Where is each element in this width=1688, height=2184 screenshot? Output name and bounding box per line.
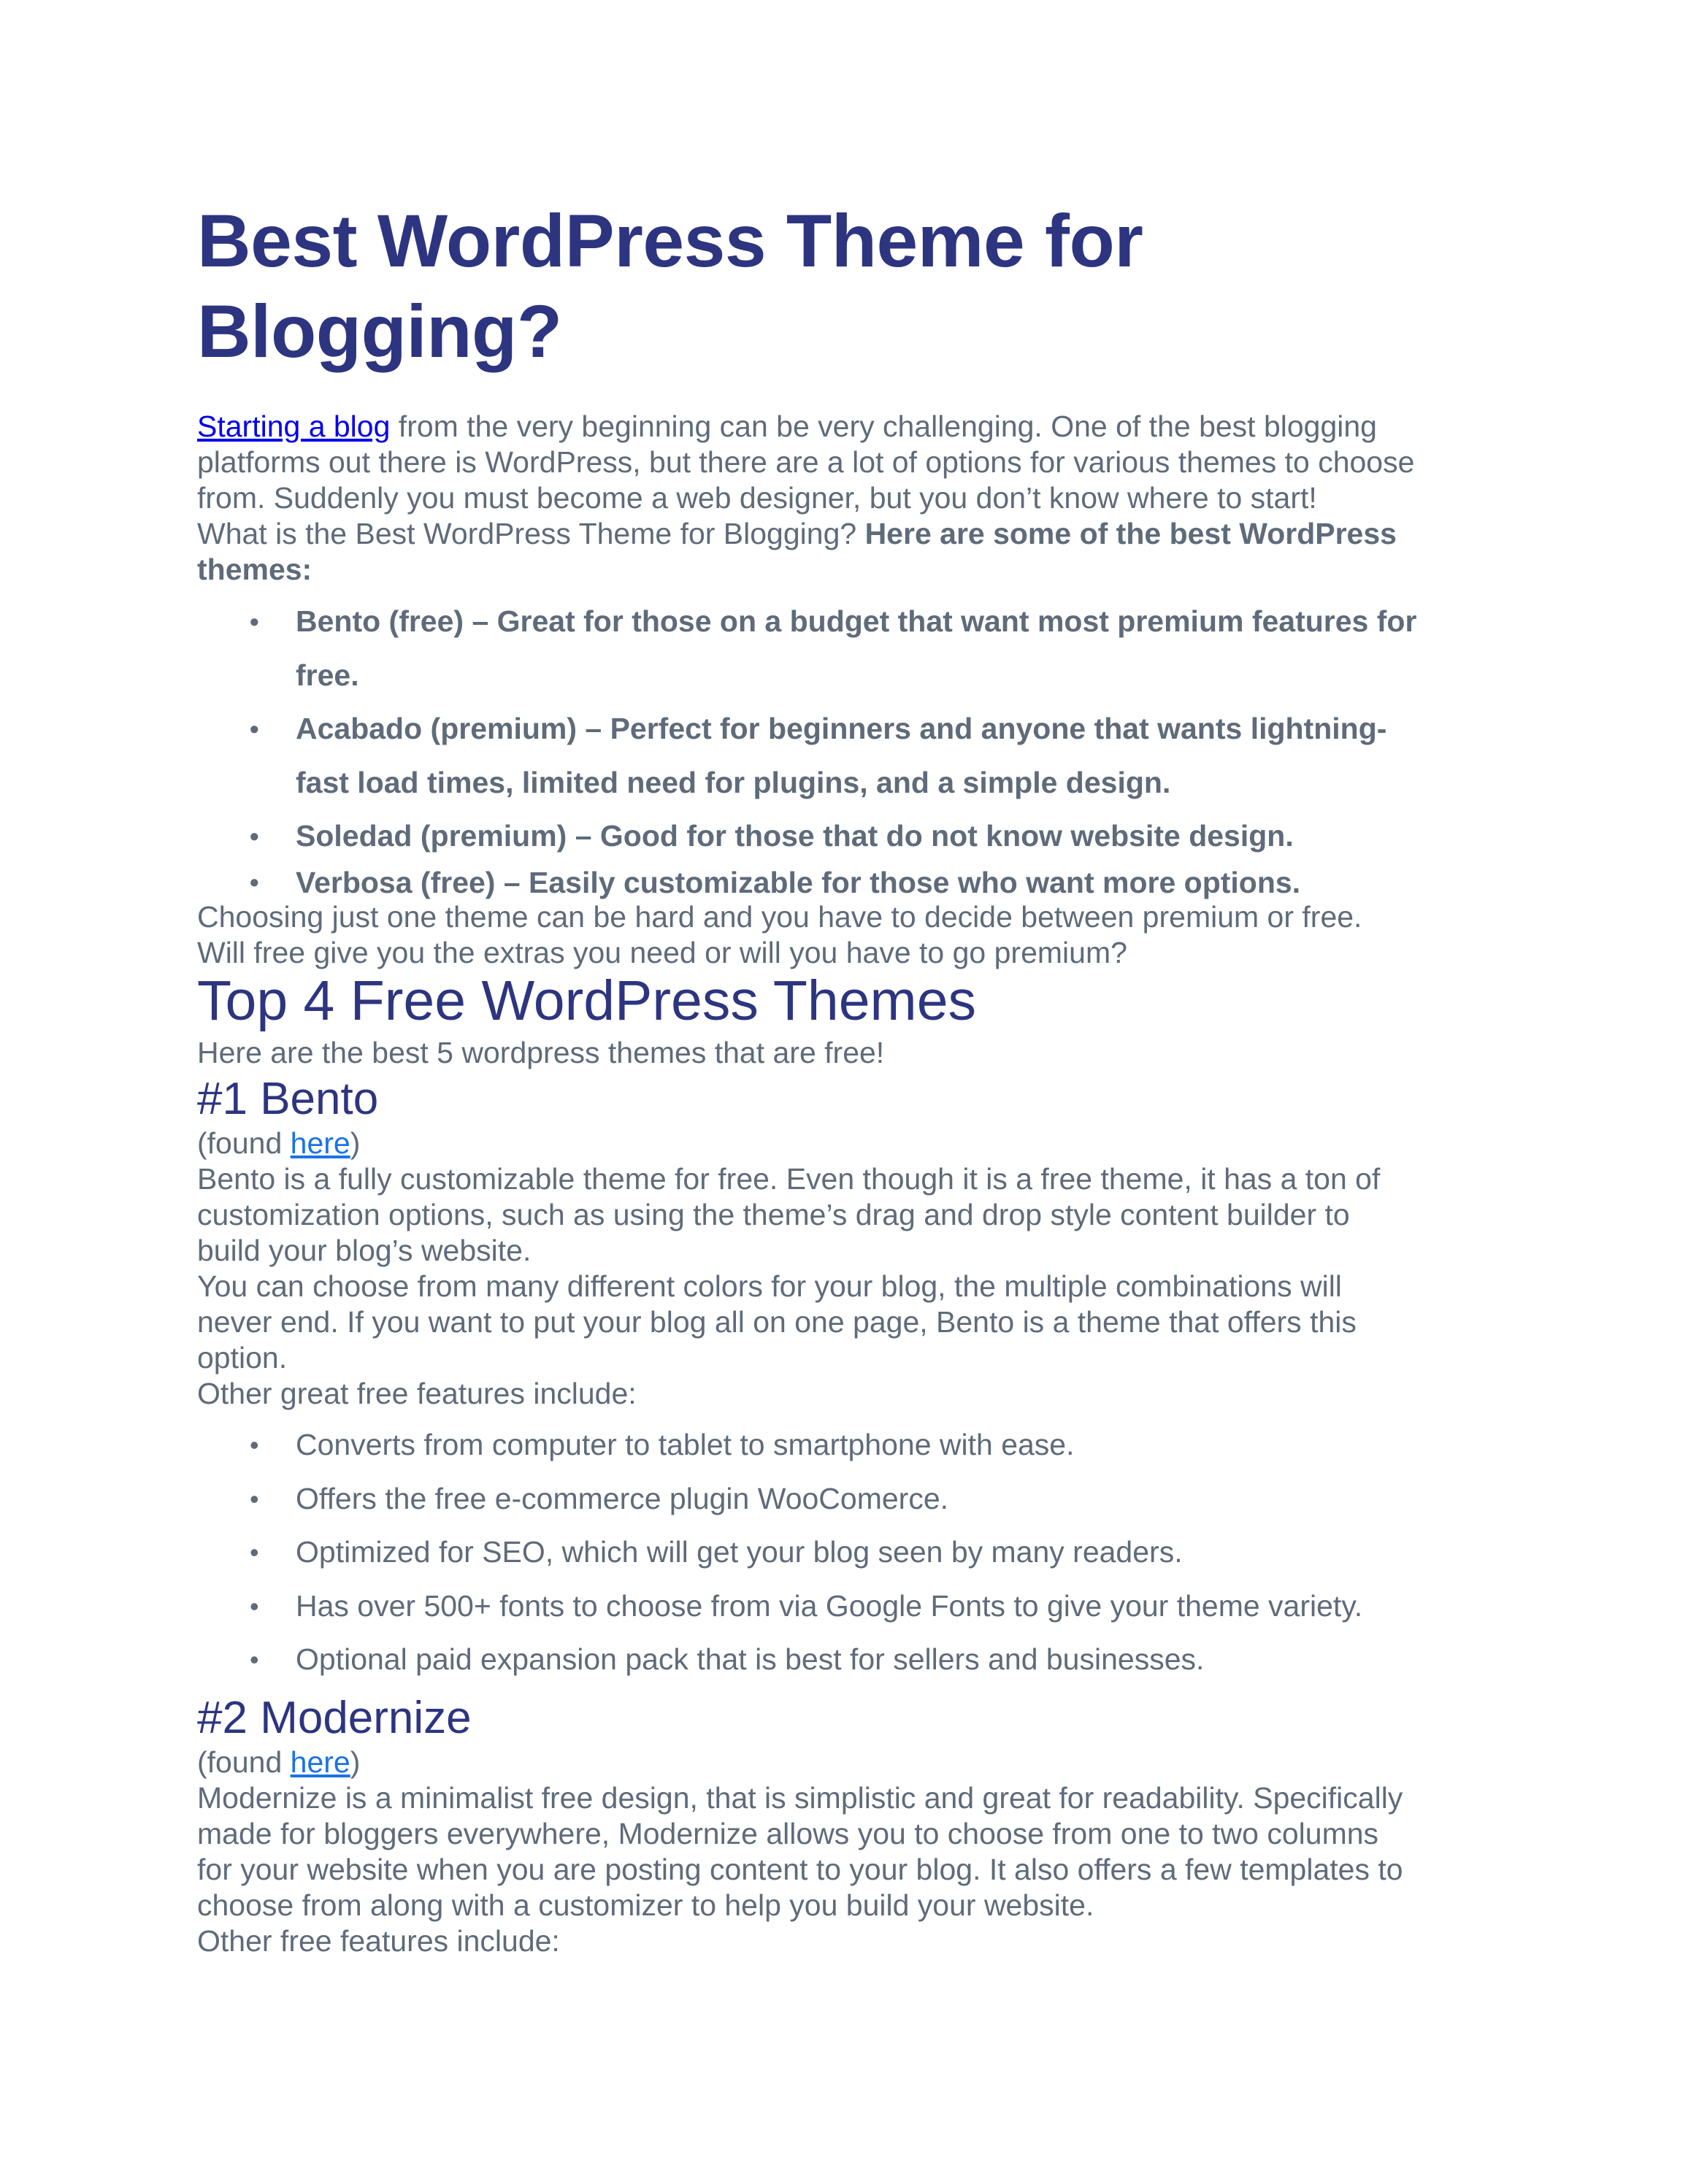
bullet-icon: •: [250, 1430, 259, 1460]
bento-para1-line1: Bento is a fully customizable theme for free. Even though it is a free theme, it has a ton of: [197, 1162, 1381, 1196]
list-item: • Converts from computer to tablet to smartphone with ease.: [197, 1418, 1362, 1472]
intro-line-2: platforms out there is WordPress, but there are a lot of options for various themes to choose: [197, 445, 1415, 479]
modernize-para1-line1: Modernize is a minimalist free design, that is simplistic and great for readability. Specifically: [197, 1781, 1403, 1815]
list-item: • Verbosa (free) – Easily customizable for those who want more options.: [197, 864, 1416, 901]
intro-line-4: What is the Best WordPress Theme for Blogging? Here are some of the best WordPress: [197, 517, 1397, 550]
page-title: [197, 196, 1143, 377]
modernize-para1-line3: for your website when you are posting content to your blog. It also offers a few templates to: [197, 1853, 1403, 1886]
list-item: • Optional paid expansion pack that is best for sellers and businesses.: [197, 1633, 1362, 1687]
intro-line-1: Starting a blog from the very beginning can be very challenging. One of the best blogging: [197, 410, 1377, 443]
bullet-icon: •: [250, 1537, 259, 1567]
bento-here-link[interactable]: here: [290, 1126, 350, 1160]
list-item-continuation: free.: [296, 658, 359, 692]
starting-a-blog-link[interactable]: Starting a blog: [197, 410, 391, 443]
modernize-features-intro: Other free features include:: [197, 1924, 560, 1958]
bento-heading: #1 Bento: [197, 1074, 379, 1124]
modernize-here-link[interactable]: here: [290, 1745, 350, 1779]
choosing-line-2: Will free give you the extras you need or will you have to go premium?: [197, 936, 1127, 969]
bento-para1-line2: customization options, such as using the theme’s drag and drop style content builder to: [197, 1198, 1350, 1231]
modernize-heading: #2 Modernize: [197, 1693, 472, 1743]
choosing-line-1: Choosing just one theme can be hard and you have to decide between premium or free.: [197, 900, 1362, 934]
modernize-para1-line4: choose from along with a customizer to help you build your website.: [197, 1888, 1094, 1922]
list-item-continuation: fast load times, limited need for plugins, and a simple design.: [296, 765, 1171, 799]
bullet-icon: •: [250, 821, 259, 851]
bullet-icon: •: [250, 1483, 259, 1514]
list-item: • Optimized for SEO, which will get your blog seen by many readers.: [197, 1526, 1362, 1580]
bullet-icon: •: [250, 607, 259, 637]
bullet-icon: •: [250, 866, 259, 897]
bento-found: (found here): [197, 1126, 361, 1160]
list-item: • Has over 500+ fonts to choose from via Google Fonts to give your theme variety.: [197, 1580, 1362, 1634]
bento-para1-line3: build your blog’s website.: [197, 1234, 532, 1267]
section-subtitle: Here are the best 5 wordpress themes that are free!: [197, 1036, 885, 1069]
title-line-1: Best WordPress Theme for: [197, 199, 1143, 282]
theme-list: [197, 595, 1416, 901]
bento-features-intro: Other great free features include:: [197, 1377, 637, 1410]
list-item: • Acabado (premium) – Perfect for beginners and anyone that wants lightning-: [197, 702, 1416, 756]
intro-line-5: themes:: [197, 553, 312, 586]
modernize-found: (found here): [197, 1745, 361, 1779]
list-item: • Offers the free e-commerce plugin WooComerce.: [197, 1472, 1362, 1526]
list-item: • Bento (free) – Great for those on a budget that want most premium features for: [197, 595, 1416, 649]
intro-line-3: from. Suddenly you must become a web designer, but you don’t know where to start!: [197, 481, 1317, 515]
modernize-para1-line2: made for bloggers everywhere, Modernize allows you to choose from one to two columns: [197, 1817, 1379, 1850]
bento-para2-line2: never end. If you want to put your blog all on one page, Bento is a theme that offers this: [197, 1305, 1357, 1339]
bullet-icon: •: [250, 714, 259, 744]
bento-para2-line1: You can choose from many different colors for your blog, the multiple combinations will: [197, 1269, 1342, 1303]
title-line-2: Blogging?: [197, 290, 562, 373]
bento-features-list: [197, 1418, 1362, 1687]
bento-para2-line3: option.: [197, 1341, 288, 1374]
section-heading-free-themes: Top 4 Free WordPress Themes: [197, 969, 977, 1032]
list-item: • Soledad (premium) – Good for those that do not know website design.: [197, 810, 1416, 864]
bullet-icon: •: [250, 1645, 259, 1674]
bullet-icon: •: [250, 1591, 259, 1621]
